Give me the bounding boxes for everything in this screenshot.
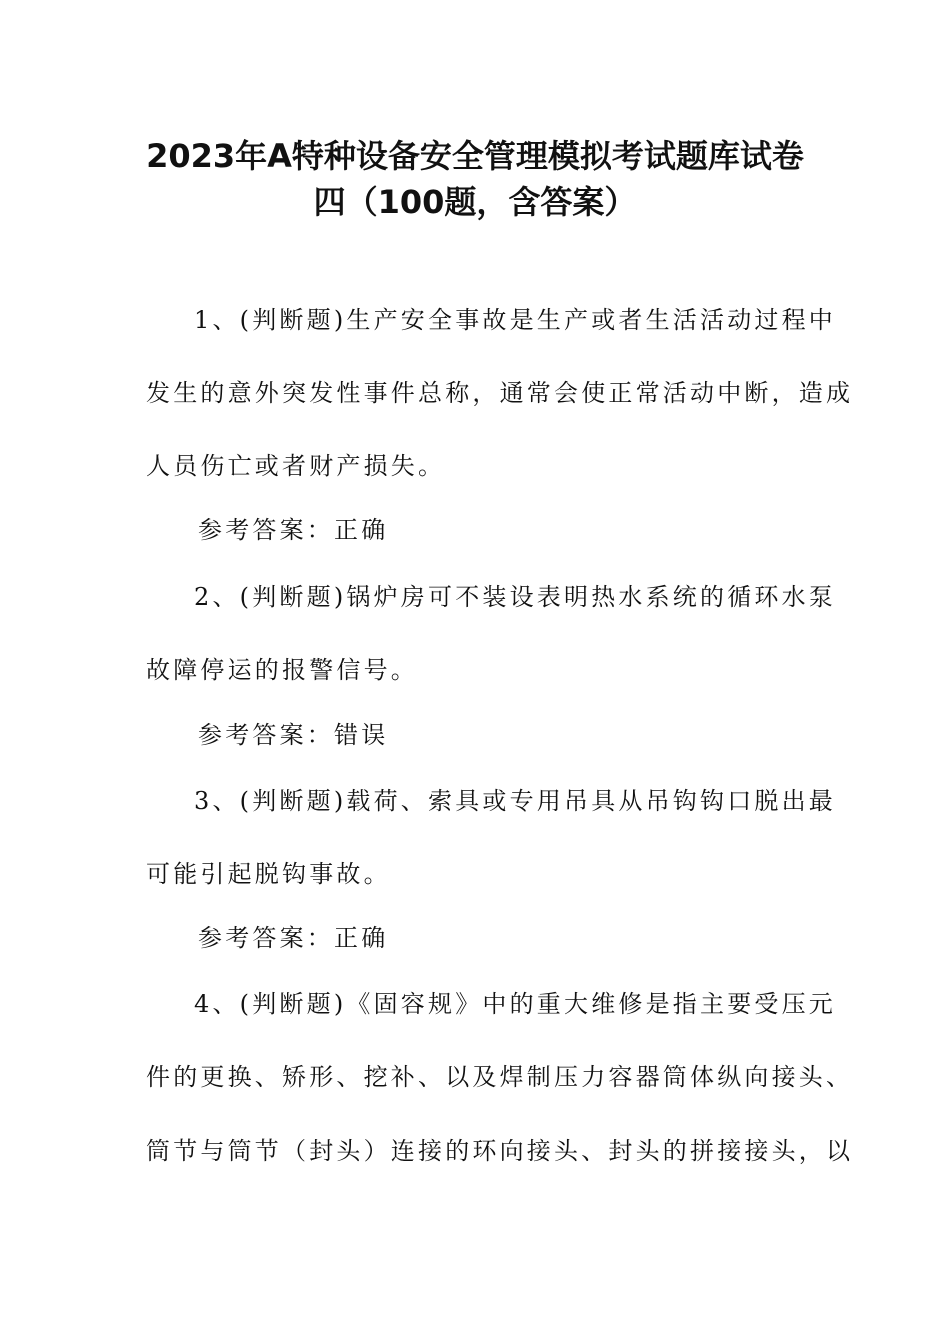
question-2-answer: 参考答案：错误 xyxy=(198,721,389,749)
question-3-answer: 参考答案：正确 xyxy=(198,924,389,952)
question-1-answer: 参考答案：正确 xyxy=(198,516,389,544)
question-2-line-2: 故障停运的报警信号。 xyxy=(146,656,418,684)
question-2-line-1: 2、(判断题)锅炉房可不装设表明热水系统的循环水泵 xyxy=(194,583,836,611)
question-1-line-2: 发生的意外突发性事件总称，通常会使正常活动中断，造成 xyxy=(146,379,854,407)
question-4-line-1: 4、(判断题)《固容规》中的重大维修是指主要受压元 xyxy=(194,990,836,1018)
question-1-line-1: 1、(判断题)生产安全事故是生产或者生活活动过程中 xyxy=(194,306,836,334)
question-1-line-3: 人员伤亡或者财产损失。 xyxy=(146,452,446,480)
question-4-line-2: 件的更换、矫形、挖补、以及焊制压力容器筒体纵向接头、 xyxy=(146,1063,854,1091)
question-4-line-3: 筒节与筒节（封头）连接的环向接头、封头的拼接接头，以 xyxy=(146,1137,854,1165)
question-3-line-2: 可能引起脱钩事故。 xyxy=(146,860,391,888)
document-title-line-2: 四（100题，含答案） xyxy=(313,183,637,221)
document-title-line-1: 2023年A特种设备安全管理模拟考试题库试卷 xyxy=(146,137,804,175)
question-3-line-1: 3、(判断题)载荷、索具或专用吊具从吊钩钩口脱出最 xyxy=(194,787,836,815)
